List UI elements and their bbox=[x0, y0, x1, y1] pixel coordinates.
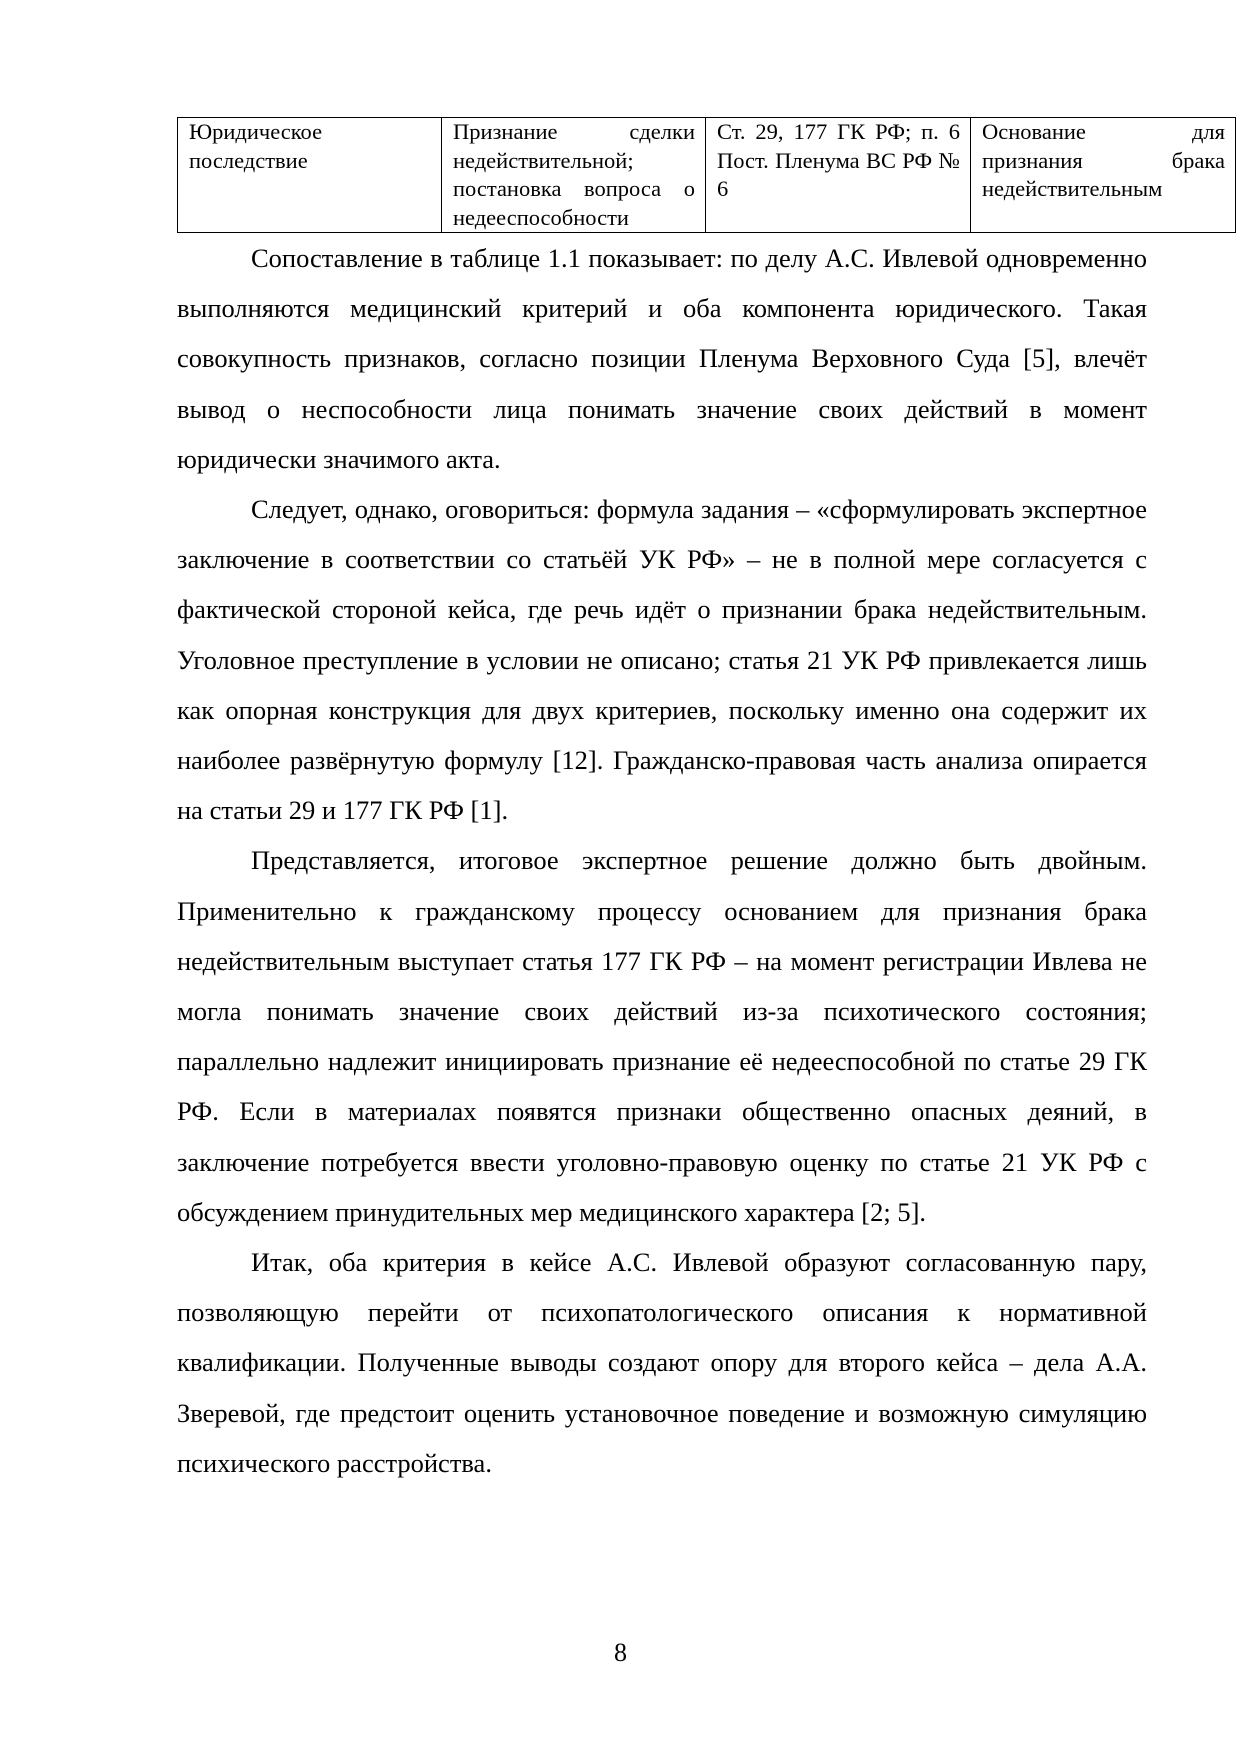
criteria-table bbox=[177, 117, 1236, 233]
table-cell-legal-basis: Ст. 29, 177 ГК РФ; п. 6 Пост. Пленума ВС РФ № 6 bbox=[706, 118, 971, 233]
paragraph: Итак, оба критерия в кейсе А.С. Ивлевой образуют согласованную пару, позволяющую перейти от психопатологического описания к нормативной квалификации. Полученные выводы создают опору для второго кейса – дела А.А. Зверевой, где предстоит оценить установочное поведение и возможную симуляцию психического расстройства. bbox=[177, 1247, 1147, 1478]
paragraph: Следует, однако, оговориться: формула задания – «сформулировать экспертное заключение в соответствии со статьёй УК РФ» – не в полной мере согласуется с фактической стороной кейса, где речь идёт о признании брака недействительным. Уголовное преступление в условии не описано; статья 21 УК РФ привлекается лишь как опорная конструкция для двух критериев, поскольку именно она содержит их наиболее развёрнутую формулу [12]. Гражданско-правовая часть анализа опирается на статьи 29 и 177 ГК РФ [1]. bbox=[177, 494, 1147, 826]
table-cell-case-application: Основание для признания брака недействительным bbox=[971, 118, 1236, 233]
table-cell-criterion: Юридическое последствие bbox=[178, 118, 442, 233]
paragraph: Сопоставление в таблице 1.1 показывает: по делу А.С. Ивлевой одновременно выполняются медицинский критерий и оба компонента юридического. Такая совокупность признаков, согласно позиции Пленума Верховного Суда [5], влечёт вывод о неспособности лица понимать значение своих действий в момент юридически значимого акта. bbox=[177, 243, 1147, 474]
table-row bbox=[178, 118, 1236, 233]
paragraph: Представляется, итоговое экспертное решение должно быть двойным. Применительно к гражданскому процессу основанием для признания брака недействительным выступает статья 177 ГК РФ – на момент регистрации Ивлева не могла понимать значение своих действий из-за психотического состояния; параллельно надлежит инициировать признание её недееспособной по статье 29 ГК РФ. Если в материалах появятся признаки общественно опасных деяний, в заключение потребуется ввести уголовно-правовую оценку по статье 21 УК РФ с обсуждением принудительных мер медицинского характера [2; 5]. bbox=[177, 845, 1147, 1227]
page-number: 8 bbox=[614, 1638, 627, 1667]
body-text bbox=[177, 233, 1147, 1488]
document-page bbox=[177, 117, 1225, 1488]
table-cell-consequence: Признание сделки недействительной; постановка вопроса о недееспособности bbox=[442, 118, 706, 233]
